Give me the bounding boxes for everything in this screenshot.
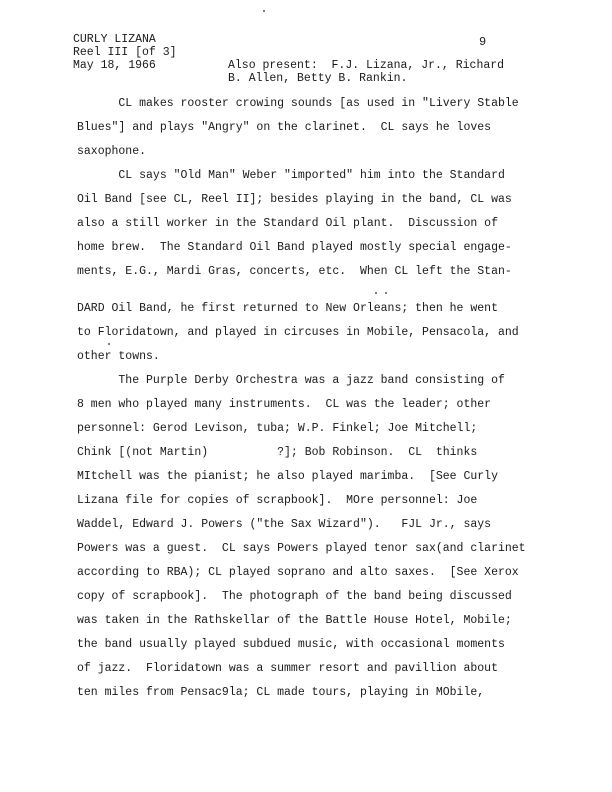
body-line: Blues"] and plays "Angry" on the clarinet. CL says he loves <box>77 121 492 134</box>
body-line: also a still worker in the Standard Oil plant. Discussion of <box>77 217 498 230</box>
scan-speck <box>108 343 110 345</box>
scan-speck <box>263 10 265 12</box>
body-line: ten miles from Pensac9la; CL made tours, playing in MObile, <box>77 686 485 699</box>
body-line: saxophone. <box>77 145 147 158</box>
body-line: CL says "Old Man" Weber "imported" him into the Standard <box>77 169 505 182</box>
body-line: Lizana file for copies of scrapbook]. MOre personnel: Joe <box>77 494 478 507</box>
also-present-line-1: Also present: F.J. Lizana, Jr., Richard <box>228 59 505 72</box>
interviewee-name: CURLY LIZANA <box>73 33 156 46</box>
body-line: to Floridatown, and played in circuses in Mobile, Pensacola, and <box>77 326 519 339</box>
body-line: Powers was a guest. CL says Powers played tenor sax(and clarinet <box>77 542 526 555</box>
body-line: 8 men who played many instruments. CL was the leader; other <box>77 398 492 411</box>
also-present-line-2: B. Allen, Betty B. Rankin. <box>228 72 408 85</box>
body-line: CL makes rooster crowing sounds [as used in "Livery Stable <box>77 97 519 110</box>
body-line: the band usually played subdued music, with occasional moments <box>77 638 505 651</box>
body-line: The Purple Derby Orchestra was a jazz band consisting of <box>77 374 505 387</box>
body-line: Waddel, Edward J. Powers ("the Sax Wizard"). FJL Jr., says <box>77 518 492 531</box>
body-line: was taken in the Rathskellar of the Battle House Hotel, Mobile; <box>77 614 512 627</box>
header-block <box>73 33 177 72</box>
body-line: Oil Band [see CL, Reel II]; besides playing in the band, CL was <box>77 193 512 206</box>
body-line: copy of scrapbook]. The photograph of the band being discussed <box>77 590 512 603</box>
body-line: home brew. The Standard Oil Band played mostly special engage- <box>77 241 512 254</box>
scan-speck <box>385 292 387 294</box>
body-line: personnel: Gerod Levison, tuba; W.P. Finkel; Joe Mitchell; <box>77 422 478 435</box>
body-line: MItchell was the pianist; he also played marimba. [See Curly <box>77 470 498 483</box>
body-line: Chink [(not Martin) ?]; Bob Robinson. CL thinks <box>77 446 478 459</box>
body-line: according to RBA); CL played soprano and alto saxes. [See Xerox <box>77 566 519 579</box>
body-line: ments, E.G., Mardi Gras, concerts, etc. When CL left the Stan- <box>77 265 512 278</box>
body-line: DARD Oil Band, he first returned to New Orleans; then he went <box>77 302 498 315</box>
interview-date: May 18, 1966 <box>73 59 156 72</box>
scan-speck <box>375 292 377 294</box>
page-number: 9 <box>479 35 487 49</box>
body-line: other towns. <box>77 350 160 363</box>
body-line: of jazz. Floridatown was a summer resort and pavillion about <box>77 662 498 675</box>
reel-label: Reel III [of 3] <box>73 46 177 59</box>
also-present-block <box>228 59 504 85</box>
